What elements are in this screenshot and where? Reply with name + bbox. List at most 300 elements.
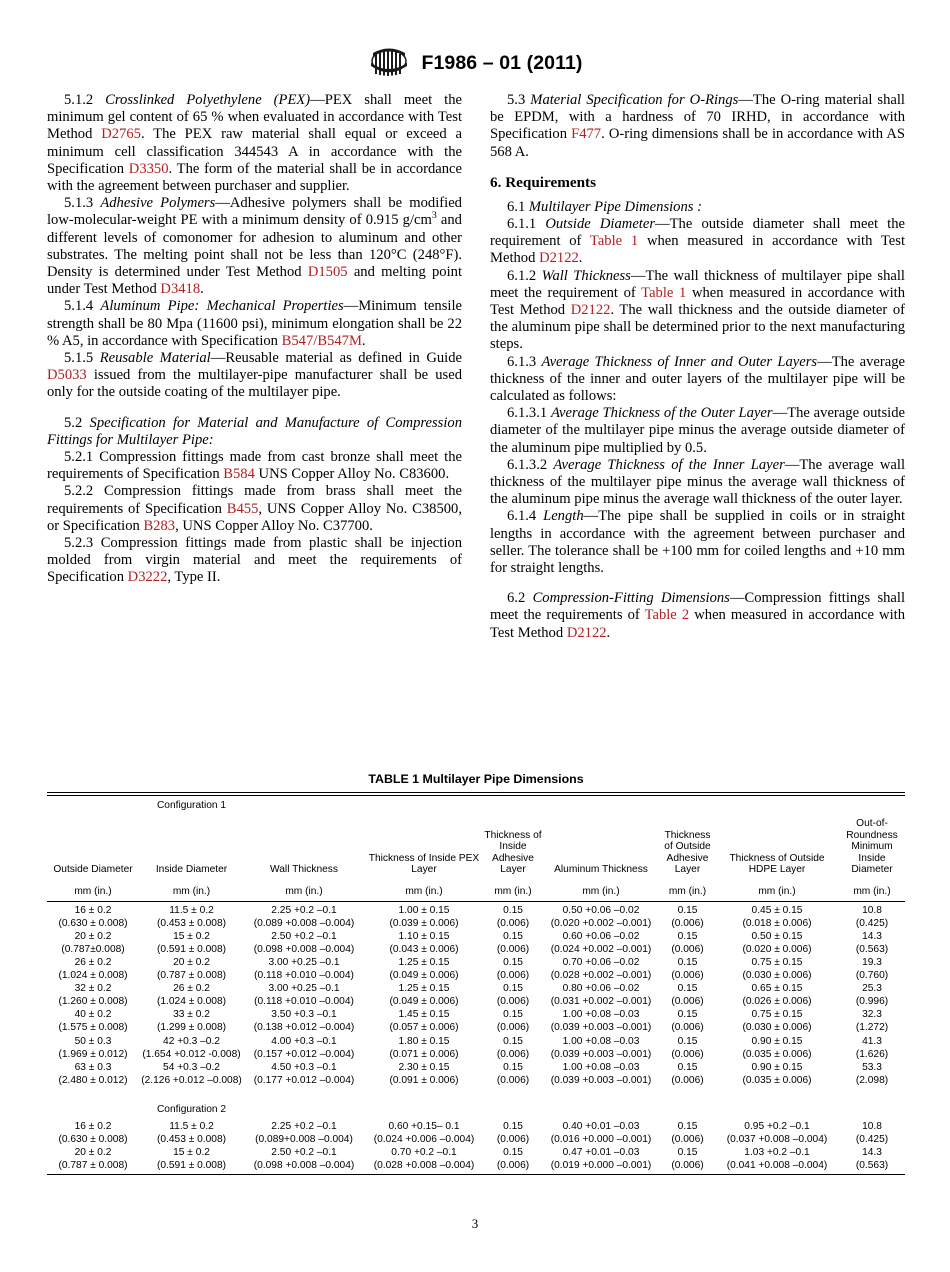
data-cell: 0.15 — [677, 1061, 698, 1073]
data-cell: (0.760) — [855, 970, 889, 982]
config-section-spacer — [47, 1086, 905, 1100]
data-cell: (0.006) — [671, 1022, 704, 1034]
data-cell: 25.3 — [862, 983, 882, 995]
data-cell: (0.006) — [671, 1048, 704, 1060]
data-cell: (0.006) — [671, 996, 704, 1008]
data-cell: (0.031 +0.002 –0.001) — [550, 996, 652, 1008]
spec-reference-link[interactable]: D1505 — [307, 264, 348, 281]
paragraph-number: 5.1.4 — [64, 298, 101, 315]
data-cell: 11.5 ± 0.2 — [169, 1120, 214, 1132]
data-cell: 50 ± 0.3 — [74, 1035, 112, 1047]
data-cell: 14.3 — [862, 930, 882, 942]
spec-reference-link[interactable]: B455 — [226, 500, 259, 517]
data-cell: 41.3 — [862, 1035, 882, 1047]
units-cell: mm (in.) — [494, 885, 532, 897]
paragraph-text: . The form of the material shall be in accordance with the agreement between purchaser and supplier. — [47, 160, 463, 195]
spec-reference-link[interactable]: B584 — [223, 466, 255, 483]
data-cell: (0.049 ± 0.006) — [389, 970, 459, 982]
spec-reference-link[interactable]: D3222 — [127, 569, 168, 586]
table-bottom-rule — [47, 1174, 905, 1175]
spec-reference-link[interactable]: D2122 — [570, 302, 611, 319]
table-header-row — [47, 814, 905, 877]
data-cell: (0.006) — [496, 1074, 530, 1086]
units-cell: mm (in.) — [758, 885, 796, 897]
paragraph-text: —Minimum tensile strength shall be 80 Mpa (11600 psi), minimum elongation shall be 22 % A5, in accordance with Specification — [47, 298, 462, 349]
data-cell: (0.591 ± 0.008) — [156, 943, 227, 955]
data-cell: (0.177 +0.012 –0.004) — [253, 1074, 355, 1086]
data-cell: (0.043 ± 0.006) — [389, 943, 459, 955]
section-heading-requirements: 6. Requirements — [490, 173, 597, 191]
spacer-cell — [839, 1100, 905, 1118]
data-cell: (0.035 ± 0.006) — [742, 1074, 812, 1086]
data-cell: (0.138 +0.012 –0.004) — [253, 1022, 355, 1034]
paragraph-text: . The PEX raw material shall equal or exceed a minimum cell classification 344543 A in accordance with the Specification — [47, 126, 462, 177]
data-cell: (0.006) — [671, 970, 704, 982]
spec-reference-link[interactable]: Table 1 — [641, 284, 687, 301]
data-cell: 2.25 +0.2 –0.1 — [271, 904, 337, 916]
data-cell: (1.575 ± 0.008) — [58, 1022, 128, 1034]
paragraph-title: Reusable Material — [99, 350, 211, 367]
paragraph-number: 5.2.2 — [64, 483, 105, 500]
body-columns — [47, 92, 905, 642]
table-row — [47, 1008, 905, 1021]
paragraph-text: and melting point under Test Method — [47, 264, 463, 298]
data-cell: (0.006) — [496, 970, 530, 982]
data-cell: 0.15 — [677, 1009, 698, 1021]
data-cell: (0.030 ± 0.006) — [742, 1022, 812, 1034]
data-cell: 20 ± 0.2 — [173, 956, 210, 968]
right-column — [490, 92, 905, 642]
data-cell: (1.024 ± 0.008) — [156, 996, 227, 1008]
paragraph-number: 6.1.4 — [507, 508, 544, 525]
paragraph-number: 6.1.1 — [507, 216, 546, 233]
paragraph-p-5-3 — [490, 92, 905, 161]
data-cell: (0.016 +0.000 –0.001) — [550, 1134, 652, 1146]
paragraph-p-6-1 — [490, 199, 905, 216]
data-cell: (0.039 +0.003 –0.001) — [550, 1048, 652, 1060]
spacer-cell — [364, 796, 484, 814]
data-cell: (0.006) — [671, 1160, 704, 1172]
data-cell: 1.00 +0.08 –0.03 — [562, 1035, 640, 1047]
data-cell: 54 +0.3 –0.2 — [163, 1061, 220, 1073]
data-cell: (0.425) — [855, 1134, 889, 1146]
data-cell: 0.15 — [677, 904, 698, 916]
data-cell: (1.024 ± 0.008) — [58, 970, 128, 982]
data-cell: (0.453 ± 0.008) — [156, 1134, 227, 1146]
paragraph-number: 6.1.2 — [507, 267, 542, 284]
paragraph-p-5-2-1 — [47, 449, 462, 483]
data-cell: 0.90 ± 0.15 — [751, 1061, 803, 1073]
data-cell: (0.787 ± 0.008) — [58, 1160, 128, 1172]
data-cell: 11.5 ± 0.2 — [169, 904, 214, 916]
spacer-cell — [839, 796, 905, 814]
data-cell: (0.996) — [855, 996, 889, 1008]
spacer-cell — [660, 1086, 715, 1100]
data-cell: (0.018 ± 0.006) — [742, 917, 812, 929]
spacer-cell — [542, 1100, 660, 1118]
data-cell: 0.15 — [677, 1035, 698, 1047]
paragraph-title: Wall Thickness — [541, 267, 631, 284]
data-cell: 33 ± 0.2 — [173, 1009, 210, 1021]
data-cell: 0.15 — [503, 1035, 523, 1047]
paragraph-p-6-1-3-2 — [490, 457, 905, 509]
paragraph-title: Average Thickness of the Outer Layer — [550, 405, 773, 422]
data-cell: 0.70 +0.2 –0.1 — [391, 1147, 457, 1159]
units-cell: mm (in.) — [405, 885, 443, 897]
data-cell: (0.006) — [496, 1160, 530, 1172]
column-header: Thickness of Outside HDPE Layer — [729, 852, 825, 876]
paragraph-p-5-1-2 — [47, 92, 462, 195]
spacer-cell — [660, 1100, 715, 1118]
data-cell: 1.03 +0.2 –0.1 — [744, 1147, 810, 1159]
data-cell: 1.45 ± 0.15 — [398, 1009, 450, 1021]
paragraph-text: —The average thickness of the inner and outer layers of the multilayer pipe will be calculated as follows: — [490, 353, 906, 405]
data-cell: (0.049 ± 0.006) — [389, 996, 459, 1008]
paragraph-p-5-2 — [47, 415, 462, 449]
spec-reference-link[interactable]: D2765 — [101, 126, 141, 143]
data-cell: 0.45 ± 0.15 — [751, 904, 803, 916]
data-cell: 10.8 — [862, 1120, 882, 1132]
table-units-row — [47, 877, 905, 901]
paragraph-title: Outside Diameter — [545, 216, 656, 233]
table-row — [47, 1159, 905, 1172]
data-cell: 0.15 — [503, 1061, 523, 1073]
paragraph-text: —Adhesive polymers shall be modified low-molecular-weight PE with a minimum density of 0.915 g/cm — [47, 195, 462, 229]
table-row — [47, 916, 905, 929]
data-cell: (0.006) — [496, 1048, 530, 1060]
data-cell: 15 ± 0.2 — [173, 1147, 210, 1159]
data-cell: 0.65 ± 0.15 — [751, 983, 803, 995]
data-cell: (0.041 +0.008 –0.004) — [726, 1160, 828, 1172]
units-cell: mm (in.) — [853, 885, 891, 897]
data-cell: 3.00 +0.25 –0.1 — [268, 956, 340, 968]
config-2-label-row — [47, 1100, 905, 1118]
data-cell: (1.299 ± 0.008) — [156, 1022, 227, 1034]
spacer-cell — [47, 1086, 139, 1100]
paragraph-text: —Compression fittings shall meet the requirements of — [490, 590, 906, 624]
data-cell: 16 ± 0.2 — [74, 904, 112, 916]
spec-reference-link[interactable]: D5033 — [47, 367, 87, 384]
paragraph-p-6-1-3-1 — [490, 405, 905, 457]
data-cell: (0.006) — [496, 1134, 530, 1146]
spec-reference-link[interactable]: B283 — [143, 517, 176, 534]
data-cell: 10.8 — [862, 904, 882, 916]
spec-reference-link[interactable]: F477 — [571, 126, 602, 143]
data-cell: 0.70 +0.06 –0.02 — [562, 956, 640, 968]
units-cell: mm (in.) — [285, 885, 323, 897]
data-cell: (2.098) — [855, 1074, 889, 1086]
data-cell: 16 ± 0.2 — [74, 1120, 112, 1132]
spec-reference-link[interactable]: D3418 — [160, 281, 201, 298]
data-cell: 0.15 — [503, 1120, 523, 1132]
data-cell: (0.026 ± 0.006) — [742, 996, 812, 1008]
column-header: Out-of-Roundness Minimum Inside Diameter — [846, 818, 898, 876]
data-cell: 2.50 +0.2 –0.1 — [271, 930, 337, 942]
data-cell: (0.039 +0.003 –0.001) — [550, 1022, 652, 1034]
page-number: 3 — [471, 1216, 479, 1231]
table-row — [47, 1021, 905, 1034]
paragraph-p-6-1-2 — [490, 268, 905, 354]
paragraph-p-5-1-3 — [47, 195, 462, 298]
paragraph-title: Adhesive Polymers — [100, 195, 216, 212]
data-cell: 0.90 ± 0.15 — [751, 1035, 803, 1047]
data-cell: (0.039 ± 0.006) — [389, 917, 459, 929]
data-cell: (0.630 ± 0.008) — [58, 1134, 128, 1146]
spacer-cell — [364, 1086, 484, 1100]
paragraph-text: . The wall thickness and the outside diameter of the aluminum pipe shall be determined prior to the next manufacturing steps. — [490, 302, 905, 353]
paragraph-number: 6.1.3.1 — [507, 405, 551, 422]
paragraph-text: —PEX shall meet the minimum gel content of 65 % when evaluated in accordance with Test Method — [47, 92, 462, 143]
paragraph-p-6-1-3 — [490, 354, 905, 406]
data-cell: 20 ± 0.2 — [74, 930, 112, 942]
data-cell: 19.3 — [862, 956, 882, 968]
data-cell: 42 +0.3 –0.2 — [163, 1035, 220, 1047]
data-cell: (0.563) — [855, 1160, 889, 1172]
data-cell: 1.10 ± 0.15 — [398, 930, 450, 942]
spacer-cell — [484, 1086, 542, 1100]
units-cell: mm (in.) — [74, 885, 112, 897]
units-cell: mm (in.) — [668, 885, 707, 897]
multilayer-pipe-dimensions-table — [47, 796, 905, 1171]
paragraph-text: and different levels of comonomer for adhesion to aluminum and other substrates. The melting point shall not be less than 120°C (248°F). Density is determined under Test Method — [47, 212, 462, 281]
paragraph-title: Crosslinked Polyethylene (PEX) — [105, 92, 311, 108]
data-cell: 14.3 — [862, 1147, 882, 1159]
data-cell: (0.006) — [671, 1074, 704, 1086]
paragraph-text: UNS Copper Alloy No. C83600. — [254, 466, 450, 483]
data-cell: (0.089 +0.008 –0.004) — [253, 917, 355, 929]
data-cell: (0.089+0.008 –0.004) — [255, 1134, 353, 1146]
table-1-container — [47, 772, 905, 1175]
paragraph-text: . — [361, 332, 366, 349]
data-cell: 2.50 +0.2 –0.1 — [271, 1147, 337, 1159]
table-row — [47, 929, 905, 942]
data-cell: 0.75 ± 0.15 — [751, 956, 803, 968]
column-header: Outside Diameter — [53, 864, 133, 876]
data-cell: (0.006) — [671, 1134, 704, 1146]
spacer-cell — [47, 1100, 139, 1118]
data-cell: (0.037 +0.008 –0.004) — [726, 1134, 828, 1146]
spacer-cell — [839, 1086, 905, 1100]
column-header: Thickness of Inside PEX Layer — [368, 852, 480, 876]
data-cell: (0.035 ± 0.006) — [742, 1048, 812, 1060]
data-cell: 0.15 — [677, 930, 698, 942]
page-header — [0, 46, 950, 80]
spacer-cell — [542, 796, 660, 814]
paragraph-text: . — [606, 624, 611, 641]
paragraph-title: Length — [543, 508, 584, 525]
table-row — [47, 1133, 905, 1146]
units-cell: mm (in.) — [172, 885, 211, 897]
spec-reference-link[interactable]: B547/B547M — [281, 332, 362, 349]
data-cell: 15 ± 0.2 — [173, 930, 210, 942]
paragraph-text: —The outside diameter shall meet the requirement of — [490, 216, 905, 250]
column-header: Thickness of Inside Adhesive Layer — [484, 829, 542, 876]
data-cell: 0.15 — [677, 956, 698, 968]
data-cell: (1.654 +0.012 -0.008) — [142, 1048, 241, 1060]
data-cell: (0.006) — [671, 917, 704, 929]
data-cell: 20 ± 0.2 — [74, 1147, 112, 1159]
spec-reference-link[interactable]: D3350 — [128, 160, 169, 177]
table-row — [47, 1047, 905, 1060]
paragraph-number: 6.1 — [507, 198, 529, 215]
table-row — [47, 995, 905, 1008]
data-cell: 0.75 ± 0.15 — [751, 1009, 803, 1021]
spacer-cell — [244, 1100, 364, 1118]
spacer-cell — [715, 1100, 839, 1118]
paragraph-text: , UNS Copper Alloy No. C38500, or Specification — [47, 500, 462, 534]
paragraph-text: when measured in accordance with Test Method — [490, 233, 906, 267]
data-cell: (0.006) — [671, 943, 704, 955]
data-cell: 0.95 +0.2 –0.1 — [744, 1120, 810, 1132]
table-row — [47, 1146, 905, 1159]
table-row — [47, 969, 905, 982]
data-cell: 0.40 +0.01 –0.03 — [562, 1120, 640, 1132]
paragraph-text: issued from the multilayer-pipe manufacturer shall be used only for the outside coating of the multilayer pipe. — [47, 367, 462, 401]
paragraph-p-5-2-3 — [47, 535, 462, 587]
paragraph-p-6-1-1 — [490, 216, 905, 268]
paragraph-text: when measured in accordance with Test Method — [490, 284, 905, 319]
spacer-cell — [484, 1100, 542, 1118]
data-cell: 3.00 +0.25 –0.1 — [268, 983, 340, 995]
data-cell: 1.00 ± 0.15 — [398, 904, 450, 916]
paragraph-title: Compression-Fitting Dimensions — [532, 590, 730, 607]
data-cell: (0.118 +0.010 –0.004) — [254, 970, 354, 982]
data-cell: 32 ± 0.2 — [74, 983, 112, 995]
data-cell: 0.50 ± 0.15 — [751, 930, 803, 942]
spec-reference-link[interactable]: D2122 — [539, 250, 579, 267]
column-header: Thickness of Outside Adhesive Layer — [664, 829, 711, 876]
data-cell: 0.47 +0.01 –0.03 — [562, 1147, 640, 1159]
table-row — [47, 955, 905, 968]
data-cell: (0.630 ± 0.008) — [58, 917, 128, 929]
paragraph-text: . O-ring dimensions shall be in accordance with AS 568 A. — [490, 126, 905, 160]
data-cell: 0.15 — [503, 904, 523, 916]
table-title: TABLE 1 Multilayer Pipe Dimensions — [368, 772, 584, 786]
spacer-cell — [715, 796, 839, 814]
data-cell: (0.024 +0.006 –0.004) — [373, 1134, 475, 1146]
data-cell: 0.15 — [503, 1009, 523, 1021]
data-cell: (0.006) — [496, 996, 530, 1008]
data-cell: (0.006) — [496, 917, 530, 929]
table-row — [47, 1118, 905, 1133]
table-row — [47, 1034, 905, 1047]
spacer-cell — [715, 1086, 839, 1100]
paragraph-gap — [47, 402, 462, 415]
paragraph-number: 5.2 — [64, 414, 90, 431]
paragraph-title: Average Thickness of Inner and Outer Layers — [541, 353, 818, 370]
paragraph-number: 5.2.1 — [64, 449, 100, 466]
paragraph-text: —The average wall thickness of the multilayer pipe minus the average wall thickness of the aluminum pipe minus the average wall thickness of the outer layer. — [490, 456, 906, 508]
data-cell: (0.028 +0.008 –0.004) — [373, 1160, 475, 1172]
data-cell: (0.057 ± 0.006) — [389, 1022, 459, 1034]
paragraph-text: Compression fittings made from cast bronze shall meet the requirements of Specification — [47, 449, 462, 483]
data-cell: 2.30 ± 0.15 — [398, 1061, 450, 1073]
data-cell: (0.071 ± 0.006) — [389, 1048, 459, 1060]
paragraph-title: Material Specification for O-Rings — [530, 92, 739, 108]
spacer-cell — [47, 796, 139, 814]
paragraph-number: 6.1.3 — [507, 353, 542, 370]
data-cell: 32.3 — [862, 1009, 882, 1021]
spacer-cell — [139, 1086, 244, 1100]
paragraph-number: 5.1.5 — [64, 350, 100, 367]
data-cell: (0.157 +0.012 –0.004) — [253, 1048, 355, 1060]
data-cell: 1.00 +0.08 –0.03 — [562, 1061, 640, 1073]
data-cell: 63 ± 0.3 — [74, 1061, 112, 1073]
data-cell: (1.969 ± 0.012) — [58, 1048, 128, 1060]
spec-reference-link[interactable]: D2122 — [566, 624, 607, 641]
data-cell: 0.15 — [503, 956, 523, 968]
data-cell: 0.50 +0.06 –0.02 — [562, 904, 640, 916]
table-row — [47, 942, 905, 955]
data-cell: (0.039 +0.003 –0.001) — [550, 1074, 652, 1086]
paragraph-title: Multilayer Pipe Dimensions : — [528, 198, 702, 215]
left-column — [47, 92, 462, 642]
data-cell: (0.006) — [496, 943, 530, 955]
column-header: Aluminum Thickness — [554, 864, 648, 876]
data-cell: (2.126 +0.012 –0.008) — [141, 1074, 242, 1086]
data-cell: 1.80 ± 0.15 — [398, 1035, 450, 1047]
data-cell: (0.006) — [496, 1022, 530, 1034]
paragraph-number: 5.3 — [507, 92, 531, 108]
spacer-cell — [244, 796, 364, 814]
table-row — [47, 1073, 905, 1086]
table-row — [47, 1060, 905, 1073]
data-cell: 0.15 — [503, 983, 523, 995]
data-cell: (1.626) — [855, 1048, 889, 1060]
data-cell: (0.030 ± 0.006) — [742, 970, 812, 982]
paragraph-title: Aluminum Pipe: Mechanical Properties — [100, 298, 344, 315]
paragraph-text: —The wall thickness of multilayer pipe shall meet the requirement of — [490, 267, 905, 301]
spacer-cell — [364, 1100, 484, 1118]
paragraph-title: Average Thickness of the Inner Layer — [553, 456, 785, 473]
spacer-cell — [244, 1086, 364, 1100]
paragraph-text: 3 — [431, 210, 437, 222]
spec-reference-link[interactable]: Table 1 — [589, 233, 639, 250]
table-row — [47, 901, 905, 916]
data-cell: (0.425) — [855, 917, 889, 929]
paragraph-text: , UNS Copper Alloy No. C37700. — [175, 517, 373, 534]
data-cell: (0.787±0.008) — [61, 943, 125, 955]
paragraph-text: —The O-ring material shall be EPDM, with a hardness of 70 IRHD, in accordance with Specification — [490, 92, 905, 143]
data-cell: 1.25 ± 0.15 — [398, 983, 450, 995]
data-cell: (0.098 +0.008 –0.004) — [253, 1160, 355, 1172]
data-cell: (0.118 +0.010 –0.004) — [254, 996, 354, 1008]
paragraph-p-6-1-4 — [490, 508, 905, 577]
spec-reference-link[interactable]: Table 2 — [644, 607, 690, 624]
paragraph-title: Specification for Material and Manufacture of Compression Fittings for Multilayer Pipe: — [47, 414, 462, 448]
paragraph-text: . — [200, 281, 204, 298]
paragraph-number: 6.1.3.2 — [507, 456, 554, 473]
data-cell: 4.00 +0.3 –0.1 — [271, 1035, 337, 1047]
data-cell: (0.020 ± 0.006) — [742, 943, 812, 955]
data-cell: 53.3 — [862, 1061, 882, 1073]
paragraph-text: —Reusable material as defined in Guide — [210, 350, 463, 367]
paragraph-number: 5.2.3 — [64, 535, 101, 552]
paragraph-text: Compression fittings made from plastic shall be injection molded from virgin material and meet the requirements of Specification — [47, 535, 462, 586]
astm-logo-icon — [367, 46, 411, 80]
data-cell: 0.15 — [677, 1120, 698, 1132]
data-cell: 0.80 +0.06 –0.02 — [562, 983, 640, 995]
paragraph-text: , Type II. — [167, 569, 221, 586]
data-cell: (1.260 ± 0.008) — [58, 996, 128, 1008]
data-cell: 0.60 +0.15– 0.1 — [388, 1120, 460, 1132]
spacer-cell — [660, 796, 715, 814]
data-cell: 1.25 ± 0.15 — [398, 956, 450, 968]
data-cell: (0.091 ± 0.006) — [389, 1074, 459, 1086]
paragraph-text: . — [578, 250, 583, 267]
data-cell: (0.591 ± 0.008) — [156, 1160, 227, 1172]
data-cell: (0.019 +0.000 –0.001) — [550, 1160, 652, 1172]
